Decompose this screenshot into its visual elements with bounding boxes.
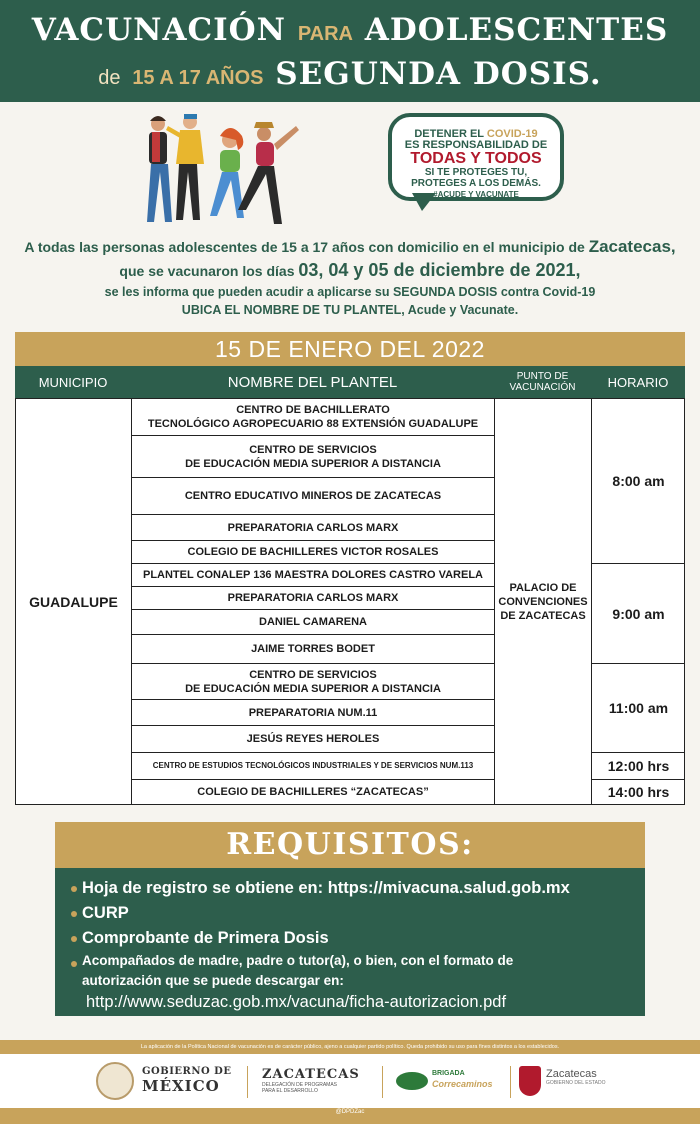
schedule-date: 15 DE ENERO DEL 2022 [15,332,685,366]
person-2 [166,114,204,220]
bubble-line-2: ES RESPONSABILIDAD DE [404,139,548,151]
punto-line-3: DE ZACATECAS [500,609,586,622]
title-age: 15 A 17 AÑOS [132,67,264,89]
zacatecas-delegation-logo [262,1067,360,1094]
title-vacunacion: VACUNACIÓN [31,12,287,48]
header-line-2 [0,56,700,92]
zacatecas-state-logo [546,1068,605,1086]
state-sub: GOBIERNO DEL ESTADO [546,1080,606,1086]
footer-divider [510,1066,511,1098]
gob-line-2: MÉXICO [142,1077,220,1095]
requirement-line-1: Acompañados de madre, padre o tutor(a), o bien, con el formato de [82,953,514,968]
person-4 [238,122,299,224]
person-1 [147,116,172,222]
header-banner [0,0,700,102]
table-row: COLEGIO DE BACHILLERES “ZACATECAS” [132,780,495,804]
plantel-name-2: DE EDUCACIÓN MEDIA SUPERIOR A DISTANCIA [185,682,441,695]
brigada-label: BRIGADA [432,1070,465,1077]
col-header-punto-1: PUNTO DE [516,371,569,382]
intro-line-1-text: A todas las personas adolescentes de 15 a 17 años con domicilio en el municipio de [24,239,585,255]
bubble-hashtag: #ACUDE Y VACUNATE [433,190,519,199]
bubble-line-5: PROTEGES A LOS DEMÁS. [411,178,541,189]
bubble-covid: COVID-19 [486,128,538,140]
mexico-seal-icon [96,1062,134,1100]
table-row: DANIEL CAMARENA [132,610,495,635]
requirements-title: REQUISITOS: [55,822,645,868]
zac-sub-2: PARA EL DESARROLLO [262,1088,318,1094]
horario-cell: 12:00 hrs [592,753,685,780]
intro-dates: 03, 04 y 05 de diciembre de 2021, [298,260,581,280]
plantel-name: CENTRO DE SERVICIOS [249,443,377,456]
horario-cell: 14:00 hrs [607,784,670,800]
gob-line-1: GOBIERNO DE [142,1066,232,1077]
gobierno-mexico-logo [142,1066,231,1095]
brigada-swoosh-icon [396,1072,428,1090]
municipio-cell: GUADALUPE [16,399,132,804]
col-header-horario: HORARIO [607,374,669,390]
table-row: JAIME TORRES BODET [132,635,495,664]
bubble-tail [412,193,436,211]
requirement-item: CURP [71,901,645,926]
brigada-correcaminos-logo [396,1066,506,1096]
horario-cell: 9:00 am [592,564,685,664]
social-handle: @DPDZac [335,1109,365,1115]
table-row: PREPARATORIA CARLOS MARX [132,587,495,610]
person-3 [210,128,244,218]
intro-line-2-text: que se vacunaron los días [119,263,295,279]
title-para: PARA [297,23,353,45]
state-name: Zacatecas [546,1068,597,1080]
intro-line-3: se les informa que pueden acudir a aplicarse su SEGUNDA DOSIS contra Covid-19 [104,285,596,299]
requirement-line-2: autorización que se puede descargar en: [82,973,344,988]
title-dose: SEGUNDA DOSIS. [275,56,602,92]
bubble-line-3: TODAS Y TODOS [410,150,542,167]
intro-line-2 [0,258,700,283]
bubble-detener: DETENER EL [414,128,484,140]
legal-disclaimer: La aplicación de la Política Nacional de vacunación es de carácter público, ajeno a cualquier partido político. Queda prohibido su uso para fines distintos a los establecidos. [0,1040,700,1054]
table-row: PLANTEL CONALEP 136 MAESTRA DOLORES CASTRO VARELA [132,564,495,587]
plantel-name: CENTRO DE SERVICIOS [249,668,377,681]
plantel-name: CENTRO DE BACHILLERATO [236,404,390,416]
punto-line-2: CONVENCIONES [498,595,588,608]
authorization-form-link[interactable]: http://www.seduzac.gob.mx/vacuna/ficha-autorizacion.pdf [86,993,507,1011]
col-header-municipio: MUNICIPIO [38,374,108,390]
intro-text [0,236,700,319]
table-row: COLEGIO DE BACHILLERES VICTOR ROSALES [132,541,495,564]
plantel-name-2: DE EDUCACIÓN MEDIA SUPERIOR A DISTANCIA [185,457,441,470]
requirement-item [71,951,645,1013]
footer-divider [382,1066,383,1098]
correcaminos-label: Correcaminos [432,1079,493,1089]
title-de: de [98,67,121,89]
col-header-punto [494,366,591,398]
table-row: PREPARATORIA CARLOS MARX [132,515,495,541]
punto-line-1: PALACIO DE [509,581,577,594]
intro-line-1 [0,236,700,258]
plantel-name-2: TECNOLÓGICO AGROPECUARIO 88 EXTENSIÓN GUADALUPE [147,418,479,430]
zacatecas-shield-icon [519,1066,541,1096]
table-row: JESÚS REYES HEROLES [132,726,495,753]
col-header-plantel: NOMBRE DEL PLANTEL [227,373,398,391]
table-row: CENTRO EDUCATIVO MINEROS DE ZACATECAS [132,478,495,515]
intro-municipio: Zacatecas, [588,237,676,256]
zac-title: ZACATECAS [262,1067,360,1082]
header-line-1 [0,12,700,48]
requirements-list [55,868,645,1016]
table-row [132,399,495,436]
table-row [132,664,495,700]
covid-message-bubble [388,113,564,201]
table-row: PREPARATORIA NUM.11 [132,700,495,726]
requirement-item: Hoja de registro se obtiene en: https://mivacuna.salud.gob.mx [71,876,645,901]
zac-sub-1: DELEGACIÓN DE PROGRAMAS [262,1082,338,1088]
requirement-item: Comprobante de Primera Dosis [71,926,645,951]
bubble-line-4: SI TE PROTEGES TU, [424,167,528,178]
horario-cell: 11:00 am [592,664,685,753]
vaccination-point-cell [495,399,592,804]
table-row: CENTRO DE ESTUDIOS TECNOLÓGICOS INDUSTRIALES Y DE SERVICIOS NUM.113 [132,753,495,780]
horario-cell: 8:00 am [592,399,685,564]
schedule-table-header [15,366,685,398]
teenagers-illustration [140,112,305,232]
table-row [132,436,495,478]
col-header-punto-2: VACUNACIÓN [509,382,576,393]
intro-line-4: UBICA EL NOMBRE DE TU PLANTEL, Acude y Vacunate. [181,303,519,317]
footer-divider [247,1066,248,1098]
title-adolescentes: ADOLESCENTES [364,12,669,48]
schedule-table-body [15,398,685,805]
